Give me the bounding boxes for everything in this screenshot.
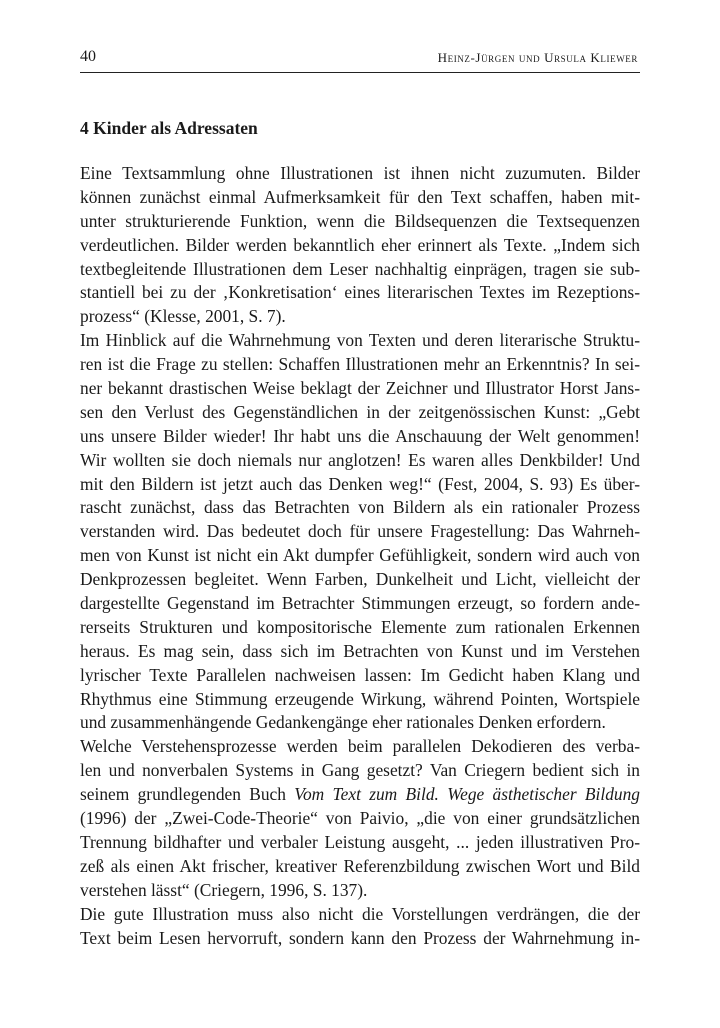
text-line: verstanden wird. Das bedeutet doch für unsere Fragestellung: Das Wahrneh- bbox=[80, 521, 640, 542]
text-line: Im Hinblick auf die Wahrnehmung von Texten und deren literarische Struktu- bbox=[80, 330, 640, 351]
text-line: len und nonverbalen Systems in Gang gesetzt? Van Criegern bedient sich in bbox=[80, 760, 640, 781]
text-line: uns unsere Bilder wieder! Ihr habt uns die Anschauung der Welt genommen! bbox=[80, 425, 640, 446]
text-line: Trennung bildhafter und verbaler Leistung ausgeht, ... jeden illustrativen Pro- bbox=[80, 831, 640, 852]
text-line-prefix: seinem grundlegenden Buch bbox=[80, 784, 295, 805]
text-line: ner bekannt drastischen Weise beklagt der Zeichner und Illustrator Horst Jans- bbox=[80, 378, 640, 399]
text-line: lyrischer Texte Parallelen nachweisen lassen: Im Gedicht haben Klang und bbox=[80, 664, 640, 685]
text-line: unter strukturierende Funktion, wenn die Bildsequenzen die Textsequenzen bbox=[80, 210, 640, 231]
text-line: men von Kunst ist nicht ein Akt dumpfer Gefühligkeit, sondern wird auch von bbox=[80, 545, 640, 566]
book-title: Vom Text zum Bild. Wege ästhetischer Bildung bbox=[294, 784, 640, 805]
text-line: mit den Bildern ist jetzt auch das Denken weg!“ (Fest, 2004, S. 93) Es über- bbox=[80, 473, 640, 494]
body-text bbox=[80, 162, 640, 950]
text-line: ren ist die Frage zu stellen: Schaffen Illustrationen mehr an Erkenntnis? In sei- bbox=[80, 354, 640, 375]
text-line: Denkprozessen begleitet. Wenn Farben, Dunkelheit und Licht, vielleicht der bbox=[80, 569, 640, 590]
text-line: verstehen lässt“ (Criegern, 1996, S. 137). bbox=[80, 879, 368, 900]
text-line: dargestellte Gegenstand im Betrachter Stimmungen erzeugt, so fordern ande- bbox=[80, 593, 640, 614]
header-authors: Heinz-Jürgen und Ursula Kliewer bbox=[437, 50, 638, 65]
text-line: heraus. Es mag sein, dass sich im Betrachten von Kunst und im Verstehen bbox=[80, 640, 640, 661]
page-number: 40 bbox=[80, 48, 96, 65]
text-line: sen den Verlust des Gegenständlichen in der zeitgenössischen Kunst: „Gebt bbox=[80, 401, 640, 422]
text-line: (1996) der „Zwei-Code-Theorie“ von Paivio, „die von einer grundsätzlichen bbox=[80, 808, 640, 829]
text-line: rerseits Strukturen und kompositorische Elemente zum rationalen Erkennen bbox=[80, 616, 640, 637]
text-line: Die gute Illustration muss also nicht die Vorstellungen verdrängen, die der bbox=[80, 903, 640, 924]
text-line: zeß als einen Akt frischer, kreativer Referenzbildung zwischen Wort und Bild bbox=[80, 855, 640, 876]
text-line: prozess“ (Klesse, 2001, S. 7). bbox=[80, 306, 286, 327]
text-line: Text beim Lesen hervorruft, sondern kann den Prozess der Wahrnehmung in- bbox=[80, 927, 640, 948]
section-heading: 4 Kinder als Adressaten bbox=[80, 118, 258, 138]
text-line: Welche Verstehensprozesse werden beim parallelen Dekodieren des verba- bbox=[80, 736, 640, 757]
text-line: können zunächst einmal Aufmerksamkeit für den Text schaffen, haben mit- bbox=[80, 186, 640, 207]
text-line: und zusammenhängende Gedankengänge eher rationales Denken erfordern. bbox=[80, 712, 606, 733]
text-line: verdeutlichen. Bilder werden bekanntlich eher erinnert als Texte. „Indem sich bbox=[80, 234, 640, 255]
running-header bbox=[80, 46, 640, 73]
text-line: Eine Textsammlung ohne Illustrationen ist ihnen nicht zuzumuten. Bilder bbox=[80, 163, 640, 183]
text-line: Wir wollten sie doch niemals nur anglotzen! Es waren alles Denkbilder! Und bbox=[80, 449, 640, 470]
text-line: Rhythmus eine Stimmung erzeugende Wirkung, während Pointen, Wortspiele bbox=[80, 688, 640, 709]
text-line: rascht zunächst, dass das Betrachten von Bildern als ein rationaler Prozess bbox=[80, 497, 640, 518]
text-line-with-title bbox=[80, 783, 640, 807]
text-line: textbegleitende Illustrationen dem Leser nachhaltig einprägen, tragen sie sub- bbox=[80, 258, 640, 279]
text-line: stantiell bei zu der ‚Konkretisation‘ eines literarischen Textes im Rezeptions- bbox=[80, 282, 640, 303]
